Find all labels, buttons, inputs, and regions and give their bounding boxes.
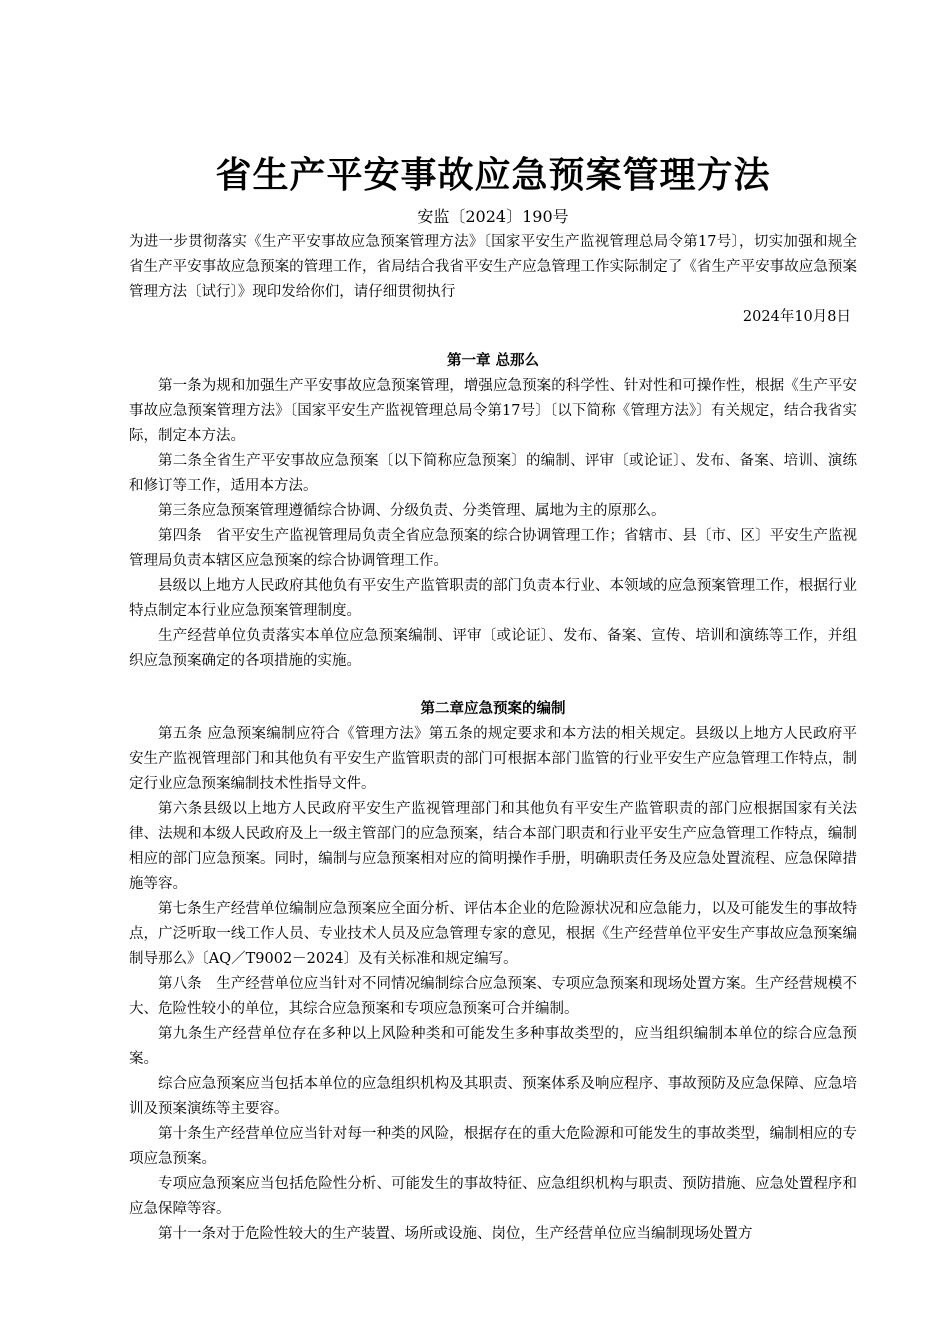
document-title: 省生产平安事故应急预案管理方法 <box>215 155 771 196</box>
document-page <box>129 148 857 1247</box>
article-9: 第九条生产经营单位存在多种以上风险种类和可能发生多种事故类型的，应当组织编制本单位的综合应急预案。 <box>129 1026 857 1067</box>
article-7: 第七条生产经营单位编制应急预案应全面分析、评估本企业的危险源状况和应急能力，以及可能发生的事故特点，广泛听取一线工作人员、专业技术人员及应急管理专家的意见，根据《生产经营单位平安生产事故应急预案编制导那么》〔AQ／T9002－2024〕及有关标准和规定编写。 <box>129 901 857 967</box>
article-4-paragraph-3: 生产经营单位负责落实本单位应急预案编制、评审〔或论证〕、发布、备案、宣传、培训和演练等工作，并组织应急预案确定的各项措施的实施。 <box>129 628 857 669</box>
chapter-2-body <box>129 722 857 1247</box>
chapter-1-body <box>129 374 857 674</box>
article-4: 第四条 省平安生产监视管理局负责全省应急预案的综合协调管理工作；省辖市、县〔市、区〕平安生产监视管理局负责本辖区应急预案的综合协调管理工作。 <box>129 528 857 569</box>
article-6: 第六条县级以上地方人民政府平安生产监视管理部门和其他负有平安生产监管职责的部门应根据国家有关法律、法规和本级人民政府及上一级主管部门的应急预案，结合本部门职责和行业平安生产应急管理工作特点，编制相应的部门应急预案。同时，编制与应急预案相对应的简明操作手册，明确职责任务及应急处置流程、应急保障措施等容。 <box>129 801 857 892</box>
issue-date: 2024年10月8日 <box>742 309 851 325</box>
article-1: 第一条为规和加强生产平安事故应急预案管理，增强应急预案的科学性、针对性和可操作性，根据《生产平安事故应急预案管理方法》〔国家平安生产监视管理总局令第17号〕〔以下简称《管理方法》〕有关规定，结合我省实际，制定本方法。 <box>129 378 857 444</box>
article-11: 第十一条对于危险性较大的生产装置、场所或设施、岗位，生产经营单位应当编制现场处置方 <box>158 1226 753 1242</box>
preamble-paragraph: 为进一步贯彻落实《生产平安事故应急预案管理方法》〔国家平安生产监视管理总局令第17号〕，切实加强和规全省生产平安事故应急预案的管理工作，省局结合我省平安生产应急管理工作实际制定了《省生产平安事故应急预案管理方法〔试行〕》现印发给你们，请仔细贯彻执行 <box>129 234 857 300</box>
article-10-paragraph-2: 专项应急预案应当包括危险性分析、可能发生的事故特征、应急组织机构与职责、预防措施、应急处置程序和应急保障等容。 <box>129 1176 857 1217</box>
article-2: 第二条全省生产平安事故应急预案〔以下简称应急预案〕的编制、评审〔或论证〕、发布、备案、培训、演练和修订等工作，适用本方法。 <box>129 453 857 494</box>
article-4-paragraph-2: 县级以上地方人民政府其他负有平安生产监管职责的部门负责本行业、本领域的应急预案管理工作，根据行业特点制定本行业应急预案管理制度。 <box>129 578 857 619</box>
article-8: 第八条 生产经营单位应当针对不同情况编制综合应急预案、专项应急预案和现场处置方案。生产经营规模不大、危险性较小的单位，其综合应急预案和专项应急预案可合并编制。 <box>129 976 857 1017</box>
document-number: 安监〔2024〕190号 <box>417 207 569 226</box>
article-10: 第十条生产经营单位应当针对每一种类的风险，根据存在的重大危险源和可能发生的事故类型，编制相应的专项应急预案。 <box>129 1126 857 1167</box>
article-9-paragraph-2: 综合应急预案应当包括本单位的应急组织机构及其职责、预案体系及响应程序、事故预防及应急保障、应急培训及预案演练等主要容。 <box>129 1076 857 1117</box>
chapter-1-heading: 第一章 总那么 <box>446 353 540 369</box>
article-3: 第三条应急预案管理遵循综合协调、分级负责、分类管理、属地为主的原那么。 <box>158 503 666 519</box>
article-5: 第五条 应急预案编制应符合《管理方法》第五条的规定要求和本方法的相关规定。县级以上地方人民政府平安生产监视管理部门和其他负有平安生产监管职责的部门可根据本部门监管的行业平安生产应急管理工作特点，制定行业应急预案编制技术性指导文件。 <box>129 726 857 792</box>
chapter-2-heading: 第二章应急预案的编制 <box>420 701 566 717</box>
